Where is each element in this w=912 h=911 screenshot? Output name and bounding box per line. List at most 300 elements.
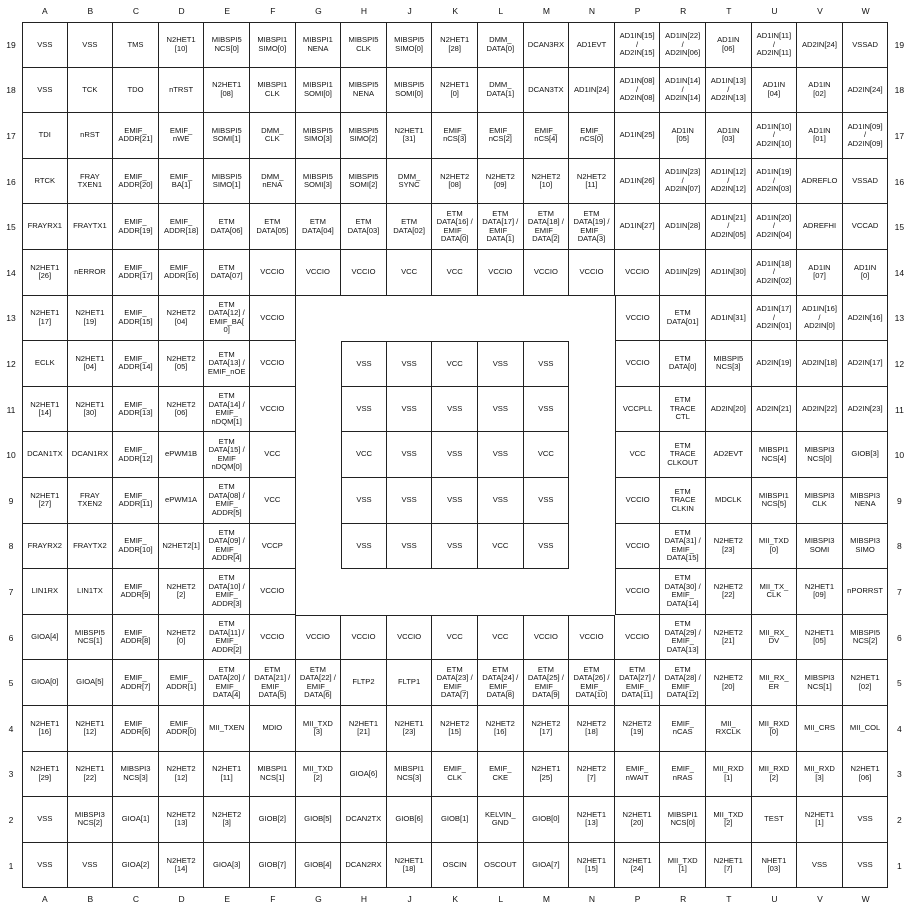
ball-d17: EMIF_ nWE	[159, 113, 205, 159]
ball-g19: MIBSPI1 NENA	[296, 22, 342, 68]
ball-l14: VCCIO	[478, 250, 524, 296]
ball-v5: MIBSPI3 NCS[1]	[797, 660, 843, 706]
ball-c6: EMIF_ ADDR[8]	[113, 615, 159, 661]
column-header-u: U	[771, 894, 778, 905]
ball-m15: ETM DATA[18] / EMIF_ DATA[2]	[524, 204, 570, 250]
ball-w8: MIBSPI3 SIMO	[843, 524, 889, 570]
column-header-r: R	[680, 894, 687, 905]
column-header-j: J	[407, 894, 412, 905]
ball-m19: DCAN3RX	[524, 22, 570, 68]
ball-e15: ETM DATA[06]	[204, 204, 250, 250]
ball-f18: MIBSPI1 CLK	[250, 68, 296, 114]
row-header-15: 15	[6, 222, 16, 233]
row-header-8: 8	[897, 541, 902, 552]
ball-w12: AD2IN[17]	[843, 341, 889, 387]
ball-t2: MII_TXD [2]	[706, 797, 752, 843]
row-header-7: 7	[897, 586, 902, 597]
ball-r11: ETM TRACE CTL	[660, 387, 706, 433]
ball-n4: N2HET2 [18]	[569, 706, 615, 752]
ball-t7: N2HET2 [22]	[706, 569, 752, 615]
ball-k18: N2HET1 [0]	[432, 68, 478, 114]
column-header-m: M	[542, 894, 550, 905]
ball-u5: MII_RX_ ER	[752, 660, 798, 706]
ball-c13: EMIF_ ADDR[15]	[113, 296, 159, 342]
ball-c10: EMIF_ ADDR[12]	[113, 432, 159, 478]
ball-p7: VCCIO	[615, 569, 661, 615]
ball-r17: AD1IN [05]	[660, 113, 706, 159]
ball-d7: N2HET2 [2]	[159, 569, 205, 615]
ball-u6: MII_RX_ DV	[752, 615, 798, 661]
ball-e2: N2HET2 [3]	[204, 797, 250, 843]
row-header-2: 2	[897, 814, 902, 825]
ball-p5: ETM DATA[27] / EMIF_ DATA[11]	[615, 660, 661, 706]
row-header-1: 1	[897, 860, 902, 871]
column-header-f: F	[270, 6, 276, 16]
ball-r1: MII_TXD [1]	[660, 843, 706, 889]
ball-v6: N2HET1 [05]	[797, 615, 843, 661]
column-header-p: P	[634, 6, 641, 16]
column-header-c: C	[132, 6, 140, 16]
ball-p16: AD1IN[26]	[615, 159, 661, 205]
ball-u18: AD1IN [04]	[752, 68, 798, 114]
ball-r6: ETM DATA[29] / EMIF_ DATA[13]	[660, 615, 706, 661]
ball-u4: MII_RXD [0]	[752, 706, 798, 752]
ball-f16: DMM_ nENA	[250, 159, 296, 205]
ball-w11: AD2IN[23]	[843, 387, 889, 433]
ball-r4: EMIF_ nCAS	[660, 706, 706, 752]
row-header-3: 3	[8, 769, 14, 780]
ball-c5: EMIF_ ADDR[7]	[113, 660, 159, 706]
ball-c18: TDO	[113, 68, 159, 114]
ball-b16: FRAY TXEN1	[68, 159, 114, 205]
ball-m1: GIOA[7]	[524, 843, 570, 889]
column-header-n: N	[588, 6, 596, 16]
ball-p12: VCCIO	[615, 341, 661, 387]
ball-g6: VCCIO	[296, 615, 342, 661]
ball-r15: AD1IN[28]	[660, 204, 706, 250]
ball-u3: MII_RXD [2]	[752, 752, 798, 798]
ball-r19: AD1IN[22] / AD2IN[06]	[660, 22, 706, 68]
ball-l11: VSS	[478, 387, 524, 433]
ball-t11: AD2IN[20]	[706, 387, 752, 433]
ball-l3: EMIF_ CKE	[478, 752, 524, 798]
ball-j19: MIBSPI5 SIMO[0]	[387, 22, 433, 68]
ball-g4: MII_TXD [3]	[296, 706, 342, 752]
ball-a2: VSS	[22, 797, 68, 843]
ball-d1: N2HET2 [14]	[159, 843, 205, 889]
ball-u8: MII_TXD [0]	[752, 524, 798, 570]
ball-l15: ETM DATA[17] / EMIF_ DATA[1]	[478, 204, 524, 250]
ball-n6: VCCIO	[569, 615, 615, 661]
ball-r2: MIBSPI1 NCS[0]	[660, 797, 706, 843]
column-header-g: G	[315, 894, 322, 905]
ball-g1: GIOB[4]	[296, 843, 342, 889]
ball-d16: EMIF_ BA[1]	[159, 159, 205, 205]
ball-u7: MII_TX_ CLK	[752, 569, 798, 615]
ball-v7: N2HET1 [09]	[797, 569, 843, 615]
ball-c19: TMS	[113, 22, 159, 68]
ball-t1: N2HET1 [7]	[706, 843, 752, 889]
ball-r13: ETM DATA[01]	[660, 296, 706, 342]
ball-r14: AD1IN[29]	[660, 250, 706, 296]
column-header-u: U	[771, 6, 778, 16]
ball-b15: FRAYTX1	[68, 204, 114, 250]
ball-k12: VCC	[432, 341, 478, 387]
ball-j15: ETM DATA[02]	[387, 204, 433, 250]
ball-t12: MIBSPI5 NCS[3]	[706, 341, 752, 387]
ball-u10: MIBSPI1 NCS[4]	[752, 432, 798, 478]
ball-a3: N2HET1 [29]	[22, 752, 68, 798]
ball-r10: ETM TRACE CLKOUT	[660, 432, 706, 478]
ball-k10: VSS	[432, 432, 478, 478]
ball-u12: AD2IN[19]	[752, 341, 798, 387]
ball-p2: N2HET1 [20]	[615, 797, 661, 843]
ball-c8: EMIF_ ADDR[10]	[113, 524, 159, 570]
ball-m4: N2HET2 [17]	[524, 706, 570, 752]
ball-j2: GIOB[6]	[387, 797, 433, 843]
row-header-17: 17	[894, 130, 905, 141]
ball-j4: N2HET1 [23]	[387, 706, 433, 752]
ball-l16: N2HET2 [09]	[478, 159, 524, 205]
ball-k1: OSCIN	[432, 843, 478, 889]
ball-m16: N2HET2 [10]	[524, 159, 570, 205]
ball-g16: MIBSPI5 SOMI[3]	[296, 159, 342, 205]
ball-a1: VSS	[22, 843, 68, 889]
ball-m6: VCCIO	[524, 615, 570, 661]
ball-n14: VCCIO	[569, 250, 615, 296]
ball-l4: N2HET2 [16]	[478, 706, 524, 752]
ball-b8: FRAYTX2	[68, 524, 114, 570]
column-header-h: H	[360, 894, 368, 905]
column-header-w: W	[861, 894, 870, 905]
ball-l2: KELVIN_ GND	[478, 797, 524, 843]
ball-t18: AD1IN[13] / AD2IN[13]	[706, 68, 752, 114]
ball-b12: N2HET1 [04]	[68, 341, 114, 387]
ball-k6: VCC	[432, 615, 478, 661]
column-header-b: B	[87, 6, 94, 16]
ball-n2: N2HET1 [13]	[569, 797, 615, 843]
ball-l9: VSS	[478, 478, 524, 524]
ball-j3: MIBSPI1 NCS[3]	[387, 752, 433, 798]
ball-b4: N2HET1 [12]	[68, 706, 114, 752]
ball-h1: DCAN2RX	[341, 843, 387, 889]
ball-k2: GIOB[1]	[432, 797, 478, 843]
ball-v11: AD2IN[22]	[797, 387, 843, 433]
ball-f14: VCCIO	[250, 250, 296, 296]
row-header-18: 18	[894, 85, 905, 96]
ball-f7: VCCIO	[250, 569, 296, 615]
row-header-13: 13	[6, 313, 16, 324]
ball-p3: EMIF_ nWAIT	[615, 752, 661, 798]
ball-u1: NHET1 [03]	[752, 843, 798, 889]
ball-h17: MIBSPI5 SIMO[2]	[341, 113, 387, 159]
ball-k19: N2HET1 [28]	[432, 22, 478, 68]
ball-w7: nPORRST	[843, 569, 889, 615]
ball-k5: ETM DATA[23] / EMIF_ DATA[7]	[432, 660, 478, 706]
row-header-15: 15	[894, 222, 905, 233]
column-header-b: B	[87, 894, 94, 905]
ball-l6: VCC	[478, 615, 524, 661]
ball-w13: AD2IN[16]	[843, 296, 889, 342]
ball-p17: AD1IN[25]	[615, 113, 661, 159]
ball-t16: AD1IN[12] / AD2IN[12]	[706, 159, 752, 205]
ball-f3: MIBSPI1 NCS[1]	[250, 752, 296, 798]
row-header-4: 4	[897, 723, 902, 734]
ball-u19: AD1IN[11] / AD2IN[11]	[752, 22, 798, 68]
ball-a14: N2HET1 [26]	[22, 250, 68, 296]
column-header-w: W	[861, 6, 870, 16]
ball-t6: N2HET2 [21]	[706, 615, 752, 661]
ball-l1: OSCOUT	[478, 843, 524, 889]
column-header-t: T	[726, 6, 732, 16]
ball-l18: DMM_ DATA[1]	[478, 68, 524, 114]
ball-b14: nERROR	[68, 250, 114, 296]
column-header-p: P	[634, 894, 641, 905]
ball-j14: VCC	[387, 250, 433, 296]
ball-e7: ETM DATA[10] / EMIF_ ADDR[3]	[204, 569, 250, 615]
ball-f5: ETM DATA[21] / EMIF_ DATA[5]	[250, 660, 296, 706]
ball-h19: MIBSPI5 CLK	[341, 22, 387, 68]
ball-v1: VSS	[797, 843, 843, 889]
row-header-11: 11	[6, 404, 16, 415]
column-header-e: E	[224, 6, 231, 16]
ball-m11: VSS	[524, 387, 570, 433]
column-header-l: L	[498, 6, 504, 16]
ball-w15: VCCAD	[843, 204, 889, 250]
column-header-c: C	[132, 894, 140, 905]
row-header-9: 9	[8, 495, 14, 506]
ball-m14: VCCIO	[524, 250, 570, 296]
column-header-h: H	[360, 6, 368, 16]
ball-w18: AD2IN[24]	[843, 68, 889, 114]
ball-l5: ETM DATA[24] / EMIF_ DATA[8]	[478, 660, 524, 706]
ball-u2: TEST	[752, 797, 798, 843]
ball-v16: ADREFLO	[797, 159, 843, 205]
row-header-9: 9	[897, 495, 902, 506]
ball-l12: VSS	[478, 341, 524, 387]
ball-d9: ePWM1A	[159, 478, 205, 524]
ball-h18: MIBSPI5 NENA	[341, 68, 387, 114]
ball-p13: VCCIO	[615, 296, 661, 342]
ball-a12: ECLK	[22, 341, 68, 387]
ball-t17: AD1IN [03]	[706, 113, 752, 159]
column-header-l: L	[498, 894, 504, 905]
ball-f13: VCCIO	[250, 296, 296, 342]
ball-t8: N2HET2 [23]	[706, 524, 752, 570]
ball-c11: EMIF_ ADDR[13]	[113, 387, 159, 433]
ball-n3: N2HET2 [7]	[569, 752, 615, 798]
ball-e4: MII_TXEN	[204, 706, 250, 752]
ball-e17: MIBSPI5 SOMI[1]	[204, 113, 250, 159]
ball-u9: MIBSPI1 NCS[5]	[752, 478, 798, 524]
column-header-t: T	[726, 894, 732, 905]
ball-p11: VCCPLL	[615, 387, 661, 433]
ball-h8: VSS	[341, 524, 387, 570]
ball-p4: N2HET2 [19]	[615, 706, 661, 752]
ball-e19: MIBSPI5 NCS[0]	[204, 22, 250, 68]
ball-b18: TCK	[68, 68, 114, 114]
ball-c14: EMIF_ ADDR[17]	[113, 250, 159, 296]
ball-m3: N2HET1 [25]	[524, 752, 570, 798]
ball-a5: GIOA[0]	[22, 660, 68, 706]
ball-a6: GIOA[4]	[22, 615, 68, 661]
ball-f6: VCCIO	[250, 615, 296, 661]
ball-t5: N2HET2 [20]	[706, 660, 752, 706]
ball-t9: MDCLK	[706, 478, 752, 524]
ball-j8: VSS	[387, 524, 433, 570]
ball-m10: VCC	[524, 432, 570, 478]
ball-w14: AD1IN [0]	[843, 250, 889, 296]
ball-t4: MII_ RXCLK	[706, 706, 752, 752]
ball-j17: N2HET1 [31]	[387, 113, 433, 159]
ball-d8: N2HET2[1]	[159, 524, 205, 570]
column-header-v: V	[817, 894, 823, 905]
ball-b2: MIBSPI3 NCS[2]	[68, 797, 114, 843]
ball-t13: AD1IN[31]	[706, 296, 752, 342]
ball-h10: VCC	[341, 432, 387, 478]
column-header-e: E	[224, 894, 231, 905]
column-header-n: N	[588, 894, 596, 905]
ball-e10: ETM DATA[15] / EMIF nDQM[0]	[204, 432, 250, 478]
ball-w5: N2HET1 [02]	[843, 660, 889, 706]
ball-e11: ETM DATA[14] / EMIF_ nDQM[1]	[204, 387, 250, 433]
ball-v17: AD1IN [01]	[797, 113, 843, 159]
row-header-14: 14	[6, 267, 16, 278]
row-header-5: 5	[897, 678, 902, 689]
ball-l17: EMIF_ nCS[2]	[478, 113, 524, 159]
ball-d13: N2HET2 [04]	[159, 296, 205, 342]
column-header-g: G	[315, 6, 322, 16]
ball-j10: VSS	[387, 432, 433, 478]
ball-b7: LIN1TX	[68, 569, 114, 615]
ball-a15: FRAYRX1	[22, 204, 68, 250]
ball-v8: MIBSPI3 SOMI	[797, 524, 843, 570]
ball-m12: VSS	[524, 341, 570, 387]
ball-k15: ETM DATA[16] / EMIF_ DATA[0]	[432, 204, 478, 250]
ball-t3: MII_RXD [1]	[706, 752, 752, 798]
ball-m9: VSS	[524, 478, 570, 524]
row-header-19: 19	[6, 39, 16, 50]
ball-l10: VSS	[478, 432, 524, 478]
ball-p10: VCC	[615, 432, 661, 478]
ball-r12: ETM DATA[0]	[660, 341, 706, 387]
ball-j12: VSS	[387, 341, 433, 387]
ball-h16: MIBSPI5 SOMI[2]	[341, 159, 387, 205]
ball-k11: VSS	[432, 387, 478, 433]
ball-h3: GIOA[6]	[341, 752, 387, 798]
row-header-19: 19	[894, 39, 905, 50]
ball-w9: MIBSPI3 NENA	[843, 478, 889, 524]
ball-k9: VSS	[432, 478, 478, 524]
ball-c12: EMIF_ ADDR[14]	[113, 341, 159, 387]
ball-m2: GIOB[0]	[524, 797, 570, 843]
ball-t14: AD1IN[30]	[706, 250, 752, 296]
ball-h4: N2HET1 [21]	[341, 706, 387, 752]
ball-a4: N2HET1 [16]	[22, 706, 68, 752]
ball-b10: DCAN1RX	[68, 432, 114, 478]
column-header-v: V	[817, 6, 823, 16]
ball-p1: N2HET1 [24]	[615, 843, 661, 889]
row-header-16: 16	[6, 176, 16, 187]
row-header-12: 12	[894, 358, 905, 369]
ball-e9: ETM DATA[08] / EMIF_ ADDR[5]	[204, 478, 250, 524]
ball-t10: AD2EVT	[706, 432, 752, 478]
ball-e18: N2HET1 [08]	[204, 68, 250, 114]
ball-d5: EMIF_ ADDR[1]	[159, 660, 205, 706]
row-header-11: 11	[894, 404, 904, 415]
column-header-m: M	[542, 6, 550, 16]
ball-p6: VCCIO	[615, 615, 661, 661]
ball-u13: AD1IN[17] / AD2IN[01]	[752, 296, 798, 342]
ball-v13: AD1IN[16] / AD2IN[0]	[797, 296, 843, 342]
ball-t15: AD1IN[21] / AD2IN[05]	[706, 204, 752, 250]
ball-j18: MIBSPI5 SOMI[0]	[387, 68, 433, 114]
row-header-13: 13	[894, 313, 905, 324]
ball-c16: EMIF_ ADDR[20]	[113, 159, 159, 205]
ball-m17: EMIF_ nCS[4]	[524, 113, 570, 159]
ball-f10: VCC	[250, 432, 296, 478]
ball-a16: RTCK	[22, 159, 68, 205]
ball-k17: EMIF_ nCS[3]	[432, 113, 478, 159]
ball-w16: VSSAD	[843, 159, 889, 205]
ball-k8: VSS	[432, 524, 478, 570]
ball-u14: AD1IN[18] / AD2IN[02]	[752, 250, 798, 296]
ball-d3: N2HET2 [12]	[159, 752, 205, 798]
ball-v12: AD2IN[18]	[797, 341, 843, 387]
ball-n19: AD1EVT	[569, 22, 615, 68]
ball-j1: N2HET1 [18]	[387, 843, 433, 889]
ball-b9: FRAY TXEN2	[68, 478, 114, 524]
ball-b19: VSS	[68, 22, 114, 68]
ball-a8: FRAYRX2	[22, 524, 68, 570]
ball-a11: N2HET1 [14]	[22, 387, 68, 433]
row-header-12: 12	[6, 358, 16, 369]
ball-v10: MIBSPI3 NCS[0]	[797, 432, 843, 478]
ball-e14: ETM DATA[07]	[204, 250, 250, 296]
ball-l8: VCC	[478, 524, 524, 570]
ball-w19: VSSAD	[843, 22, 889, 68]
ball-n5: ETM DATA[26] / EMIF_ DATA[10]	[569, 660, 615, 706]
ball-p9: VCCIO	[615, 478, 661, 524]
ball-m18: DCAN3TX	[524, 68, 570, 114]
ball-r16: AD1IN[23] / AD2IN[07]	[660, 159, 706, 205]
ball-r18: AD1IN[14] / AD2IN[14]	[660, 68, 706, 114]
ball-g5: ETM DATA[22] / EMIF_ DATA[6]	[296, 660, 342, 706]
ball-p14: VCCIO	[615, 250, 661, 296]
ball-u17: AD1IN[10] / AD2IN[10]	[752, 113, 798, 159]
ball-n1: N2HET1 [15]	[569, 843, 615, 889]
row-header-1: 1	[8, 860, 14, 871]
ball-g15: ETM DATA[04]	[296, 204, 342, 250]
row-header-6: 6	[897, 632, 902, 643]
ball-d15: EMIF_ ADDR[18]	[159, 204, 205, 250]
column-header-f: F	[270, 894, 276, 905]
ball-j11: VSS	[387, 387, 433, 433]
column-header-k: K	[452, 6, 459, 16]
ball-r9: ETM TRACE CLKIN	[660, 478, 706, 524]
ball-b3: N2HET1 [22]	[68, 752, 114, 798]
ball-k3: EMIF_ CLK	[432, 752, 478, 798]
ball-c4: EMIF_ ADDR[6]	[113, 706, 159, 752]
ball-f19: MIBSPI1 SIMO[0]	[250, 22, 296, 68]
ball-c3: MIBSPI3 NCS[3]	[113, 752, 159, 798]
row-header-16: 16	[894, 176, 905, 187]
ball-d18: nTRST	[159, 68, 205, 114]
ball-d2: N2HET2 [13]	[159, 797, 205, 843]
ball-m5: ETM DATA[25] / EMIF_ DATA[9]	[524, 660, 570, 706]
ball-w10: GIOB[3]	[843, 432, 889, 478]
ball-f1: GIOB[7]	[250, 843, 296, 889]
